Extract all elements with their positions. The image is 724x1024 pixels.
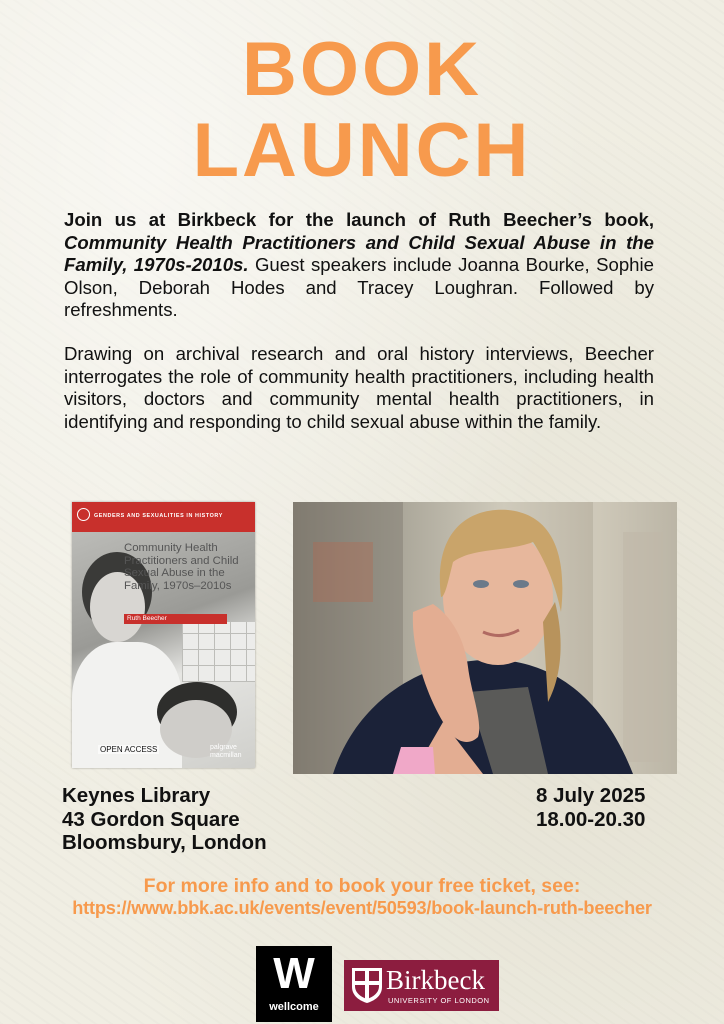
author-photo-illustration (293, 502, 677, 774)
author-photo (293, 502, 677, 774)
series-logo-icon (77, 508, 90, 521)
birkbeck-crest-icon (351, 967, 383, 1004)
event-time: 18.00-20.30 (536, 807, 646, 831)
book-title: Community Health Practitioners and Child Sexual Abuse in the Family, 1970s-2010s. (64, 231, 654, 275)
description-paragraph: Drawing on archival research and oral history interviews, Beecher interrogates the role of community health practitioners, including health visitors, doctors and community mental health practitioners, in identifying and responding to child sexual abuse within the family. (64, 343, 654, 432)
open-access-label: OPEN ACCESS (100, 745, 158, 754)
wellcome-mark: W (273, 949, 315, 998)
booking-url[interactable]: https://www.bbk.ac.uk/events/event/50593/book-launch-ruth-beecher (72, 898, 652, 918)
cover-title: Community Health Practitioners and Child Sexual Abuse in the Family, 1970s–2010s (124, 542, 239, 592)
title-line-2: LAUNCH (192, 108, 532, 193)
birkbeck-logo (344, 960, 499, 1011)
venue-line-1: Keynes Library (62, 784, 211, 807)
event-date: 8 July 2025 (536, 784, 646, 807)
intro-rest: Guest speakers include Joanna Bourke, Sophie Olson, Deborah Hodes and Tracey Loughran. Followed by refreshments. (64, 254, 654, 320)
wellcome-name: wellcome (269, 1001, 319, 1013)
booking-info: For more info and to book your free ticket, see: (143, 875, 581, 897)
publisher-logo: palgrave macmillan (210, 744, 242, 759)
birkbeck-name: Birkbeck (386, 965, 485, 995)
intro-lead: Join us at Birkbeck for the launch of Ruth Beecher’s book, (64, 209, 654, 230)
intro-paragraph (64, 209, 654, 322)
venue-line-2: 43 Gordon Square (62, 807, 240, 831)
title-line-1: BOOK (242, 27, 482, 112)
book-cover (72, 502, 255, 768)
birkbeck-subtitle: UNIVERSITY OF LONDON (388, 996, 490, 1005)
venue (62, 784, 267, 855)
wellcome-logo (256, 946, 332, 1022)
cover-author: Ruth Beecher (127, 615, 167, 622)
venue-line-3: Bloomsbury, London (62, 831, 267, 854)
cover-series: GENDERS AND SEXUALITIES IN HISTORY (94, 513, 223, 519)
event-datetime (536, 784, 645, 831)
